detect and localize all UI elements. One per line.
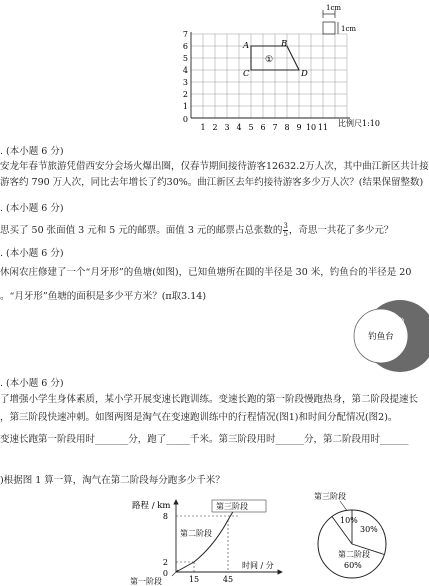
grid-figure bbox=[180, 0, 400, 132]
problem-2-text-a: 思买了 50 张面值 3 元和 5 元的邮票。面值 3 元的邮票占总张数的 bbox=[0, 225, 283, 236]
fishing-platform-label: 钓鱼台 bbox=[368, 332, 394, 342]
fraction bbox=[283, 223, 287, 238]
scale-note: 比例尺1:10 bbox=[338, 119, 380, 128]
y-tick: 3 bbox=[182, 78, 188, 87]
grid-y-ticks bbox=[183, 30, 188, 124]
chart1-ylabel: 路程 / km bbox=[132, 501, 171, 511]
x-tick: 5 bbox=[248, 123, 254, 132]
shape-number-label: ① bbox=[264, 55, 274, 65]
problem-4-line-1: 了增强小学生身体素质，某小学开展变速长跑训练。变速长跑的第一阶段慢跑热身，第二阶段提速长 bbox=[0, 394, 419, 405]
x-tick: 8 bbox=[284, 123, 290, 132]
chart1-x-tick-45: 45 bbox=[222, 575, 234, 584]
point-b-label: B bbox=[281, 39, 288, 49]
x-tick: 6 bbox=[260, 123, 266, 132]
problem-1-line-2: 游客约 790 万人次，同比去年增长了约30%。曲江新区去年约接待游客多少万人次？(结果保留整数) bbox=[0, 177, 424, 188]
fraction-numerator: 3 bbox=[283, 222, 288, 230]
fraction-denominator: 5 bbox=[283, 230, 288, 238]
chart1-x-tick-15: 15 bbox=[188, 575, 200, 584]
scale-box-side-label: 1cm bbox=[341, 25, 357, 33]
pie-slice-label-10: 10% bbox=[340, 516, 358, 525]
y-tick: 0 bbox=[182, 115, 188, 124]
chart1-y-tick-2: 2 bbox=[162, 558, 168, 567]
problem-1-header: . (本小题 6 分) bbox=[0, 146, 64, 157]
pond-edge-label: 鱼 bbox=[398, 317, 405, 325]
y-tick: 1 bbox=[182, 102, 188, 111]
problem-4-line-3: 变速长跑第一阶段用时_______分，跑了_____千米。第三阶段用时______分，第二阶段用时______ bbox=[0, 434, 409, 445]
y-tick: 7 bbox=[182, 30, 188, 39]
scale-box-top-label: 1cm bbox=[326, 4, 342, 12]
y-tick: 2 bbox=[182, 90, 188, 99]
x-tick: 11 bbox=[317, 123, 329, 132]
problem-2-text-b: ，奇思一共花了多少元？ bbox=[288, 225, 394, 236]
point-c-label: C bbox=[243, 69, 250, 79]
chart1-stage3-label: 第三阶段 bbox=[216, 502, 248, 511]
problem-3-line-2: 。“月牙形”鱼塘的面积是多少平方米？(π取3.14) bbox=[0, 291, 207, 302]
problem-4-header: . (本小题 6 分) bbox=[0, 378, 64, 389]
x-tick: 7 bbox=[272, 123, 278, 132]
x-tick: 3 bbox=[224, 123, 230, 132]
chart1-y-tick-8: 8 bbox=[162, 512, 168, 521]
problem-3-line-1: 休闲农庄修建了一个“月牙形”的鱼塘(如图)，已知鱼塘所在圆的半径是 30 米，钓鱼台的半径是 20 bbox=[0, 267, 412, 278]
crescent-pond-figure bbox=[348, 298, 405, 376]
pie-slice-label-60: 60% bbox=[344, 561, 362, 570]
problem-4-line-4: )根据图 1 算一算，淘气在第二阶段每分跑多少千米？ bbox=[0, 475, 225, 486]
scale-box bbox=[323, 4, 356, 34]
point-d-label: D bbox=[301, 69, 308, 79]
problem-2-header: . (本小题 6 分) bbox=[0, 203, 64, 214]
x-tick: 10 bbox=[305, 123, 317, 132]
problem-4-line-2: ，第三阶段快速冲刺。如图两图是淘气在变速跑训练中的行程情况(图1)和时间分配情况(图2)。 bbox=[0, 412, 398, 423]
stage1-pointer bbox=[172, 570, 178, 576]
pie-slice-label-30: 30% bbox=[360, 525, 378, 534]
distance-time-chart bbox=[128, 490, 286, 586]
y-tick: 4 bbox=[182, 66, 188, 75]
chart1-y-tick-0: 0 bbox=[162, 569, 168, 578]
pie-stage3-label: 第三阶段 bbox=[314, 492, 346, 501]
x-tick: 9 bbox=[296, 123, 302, 132]
problem-1-line-1: 安龙年春节旅游凭借西安分会场火爆出圈，仅春节期间接待游客12632.2万人次，其中曲江新区共计接 bbox=[0, 161, 429, 172]
chart1-xlabel: 时间 / 分 bbox=[242, 561, 274, 570]
time-pie-chart bbox=[290, 486, 400, 586]
x-tick: 4 bbox=[236, 123, 242, 132]
x-tick: 1 bbox=[200, 123, 206, 132]
y-tick: 6 bbox=[182, 42, 188, 51]
problem-3-header: . (本小题 6 分) bbox=[0, 248, 64, 259]
grid-lines bbox=[191, 34, 347, 118]
grid-x-ticks bbox=[200, 123, 328, 132]
y-tick: 5 bbox=[182, 54, 188, 63]
chart1-stage2-label: 第二阶段 bbox=[180, 529, 212, 538]
chart1-stage1-label: 第一阶段 bbox=[130, 577, 162, 586]
x-tick: 2 bbox=[212, 123, 218, 132]
pie-stage2-label: 第二阶段 bbox=[338, 550, 370, 559]
point-a-label: A bbox=[243, 41, 250, 51]
problem-2-line-1 bbox=[0, 223, 393, 238]
